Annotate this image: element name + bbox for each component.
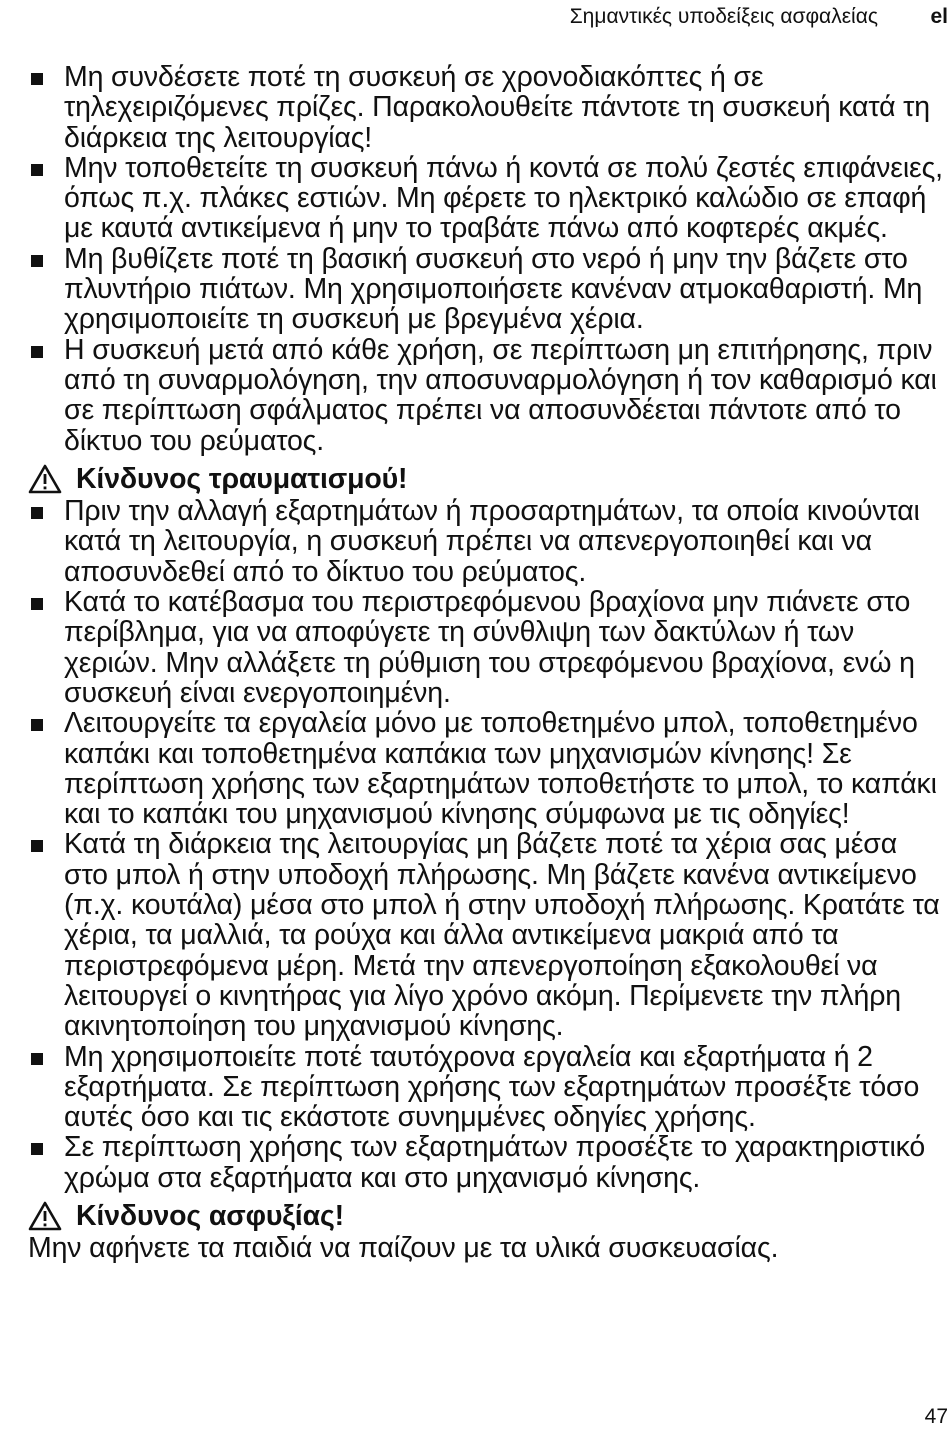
- language-code: el: [930, 5, 948, 28]
- list-item-text: Μη συνδέσετε ποτέ τη συσκευή σε χρονοδιακόπτες ή σε τηλεχειριζόμενες πρίζες. Παρακολουθείτε πάντοτε τη συσκευή κατά τη διάρκεια της λειτουργίας!: [64, 61, 930, 154]
- square-bullet-icon: [31, 598, 43, 610]
- injury-warning-title: Κίνδυνος τραυματισμού!: [76, 462, 408, 495]
- square-bullet-icon: [31, 1143, 43, 1155]
- square-bullet-icon: [31, 507, 43, 519]
- list-item: [28, 1042, 948, 1133]
- suffocation-warning-title: Κίνδυνος ασφυξίας!: [76, 1199, 344, 1232]
- square-bullet-icon: [31, 840, 43, 852]
- page-header: [0, 4, 950, 30]
- list-item-text: Μην τοποθετείτε τη συσκευή πάνω ή κοντά σε πολύ ζεστές επιφάνειες, όπως π.χ. πλάκες εστιών. Μη φέρετε το ηλεκτρικό καλώδιο σε επαφή με καυτά αντικείμενα ή μην το τραβάτε πάνω από κοφτερές ακμές.: [64, 151, 943, 245]
- list-item-text: Κατά το κατέβασμα του περιστρεφόμενου βραχίονα μην πιάνετε στο περίβλημα, για να αποφύγετε τη σύνθλιψη των δακτύλων ή των χεριών. Μην αλλάξετε τη ρύθμιση του στρεφόμενου βραχίονα, ενώ η συσκευή είναι ενεργοποιημένη.: [64, 586, 915, 709]
- injury-safety-list: [28, 496, 948, 1193]
- list-item: [28, 496, 948, 587]
- list-item: [28, 244, 948, 335]
- square-bullet-icon: [31, 164, 43, 176]
- general-safety-list: [28, 62, 948, 456]
- list-item-text: Πριν την αλλαγή εξαρτημάτων ή προσαρτημάτων, τα οποία κινούνται κατά τη λειτουργία, η συσκευή πρέπει να απενεργοποιηθεί και να αποσυνδεθεί από το δίκτυο του ρεύματος.: [64, 495, 920, 588]
- list-item: [28, 335, 948, 456]
- list-item-text: Μη βυθίζετε ποτέ τη βασική συσκευή στο νερό ή μην την βάζετε στο πλυντήριο πιάτων. Μη χρησιμοποιήσετε κανέναν ατμοκαθαριστή. Μη χρησιμοποιείτε τη συσκευή με βρεγμένα χέρια.: [64, 242, 923, 336]
- list-item-text: Σε περίπτωση χρήσης των εξαρτημάτων προσέξτε το χαρακτηριστικό χρώμα στα εξαρτήματα και στο μηχανισμό κίνησης.: [64, 1131, 926, 1194]
- list-item: [28, 587, 948, 708]
- warning-triangle-icon: [28, 1201, 62, 1231]
- suffocation-warning-text: Μην αφήνετε τα παιδιά να παίζουν με τα υλικά συσκευασίας.: [28, 1232, 779, 1265]
- list-item-text: Λειτουργείτε τα εργαλεία μόνο με τοποθετημένο μπολ, τοποθετημένο καπάκι και τοποθετημένα καπάκια των μηχανισμών κίνησης! Σε περίπτωση χρήσης των εξαρτημάτων τοποθετήστε το μπολ, το καπάκι και το καπάκι του μηχανισμού κίνησης σύμφωνα με τις οδηγίες!: [64, 707, 937, 831]
- list-item: [28, 1132, 948, 1193]
- square-bullet-icon: [31, 255, 43, 267]
- list-item: [28, 829, 948, 1041]
- list-item: [28, 62, 948, 153]
- injury-warning-heading: [28, 464, 948, 494]
- square-bullet-icon: [31, 719, 43, 731]
- square-bullet-icon: [31, 73, 43, 85]
- warning-triangle-icon: [28, 464, 62, 494]
- list-item: [28, 153, 948, 244]
- suffocation-warning-heading: [28, 1201, 948, 1231]
- list-item-text: Η συσκευή μετά από κάθε χρήση, σε περίπτωση μη επιτήρησης, πριν από τη συναρμολόγηση, την αποσυναρμολόγηση ή τον καθαρισμό και σε περίπτωση σφάλματος πρέπει να αποσυνδέεται πάντοτε από το δίκτυο του ρεύματος.: [64, 333, 937, 457]
- list-item-text: Κατά τη διάρκεια της λειτουργίας μη βάζετε ποτέ τα χέρια σας μέσα στο μπολ ή στην υποδοχή πλήρωσης. Μη βάζετε κανένα αντικείμενο (π.χ. κουτάλα) μέσα στο μπολ ή στην υποδοχή πλήρωσης. Κρατάτε τα χέρια, τα μαλλιά, τα ρούχα και άλλα αντικείμενα μακριά από τα περιστρεφόμενα μέρη. Μετά την απενεργοποίηση εξακολουθεί να λειτουργεί ο κινητήρας για λίγο χρόνο ακόμη. Περίμενετε την πλήρη ακινητοποίηση του μηχανισμού κίνησης.: [64, 828, 940, 1043]
- list-item-text: Μη χρησιμοποιείτε ποτέ ταυτόχρονα εργαλεία και εξαρτήματα ή 2 εξαρτήματα. Σε περίπτωση χρήσης των εξαρτημάτων προσέξτε τόσο αυτές όσο και τις εκάστοτε συνημμένες οδηγίες χρήσης.: [64, 1040, 920, 1134]
- header-title: Σημαντικές υποδείξεις ασφαλείας: [569, 5, 878, 28]
- page-number: 47: [924, 1405, 948, 1428]
- list-item: [28, 708, 948, 829]
- square-bullet-icon: [31, 1053, 43, 1065]
- square-bullet-icon: [31, 346, 43, 358]
- document-body: [28, 62, 948, 1264]
